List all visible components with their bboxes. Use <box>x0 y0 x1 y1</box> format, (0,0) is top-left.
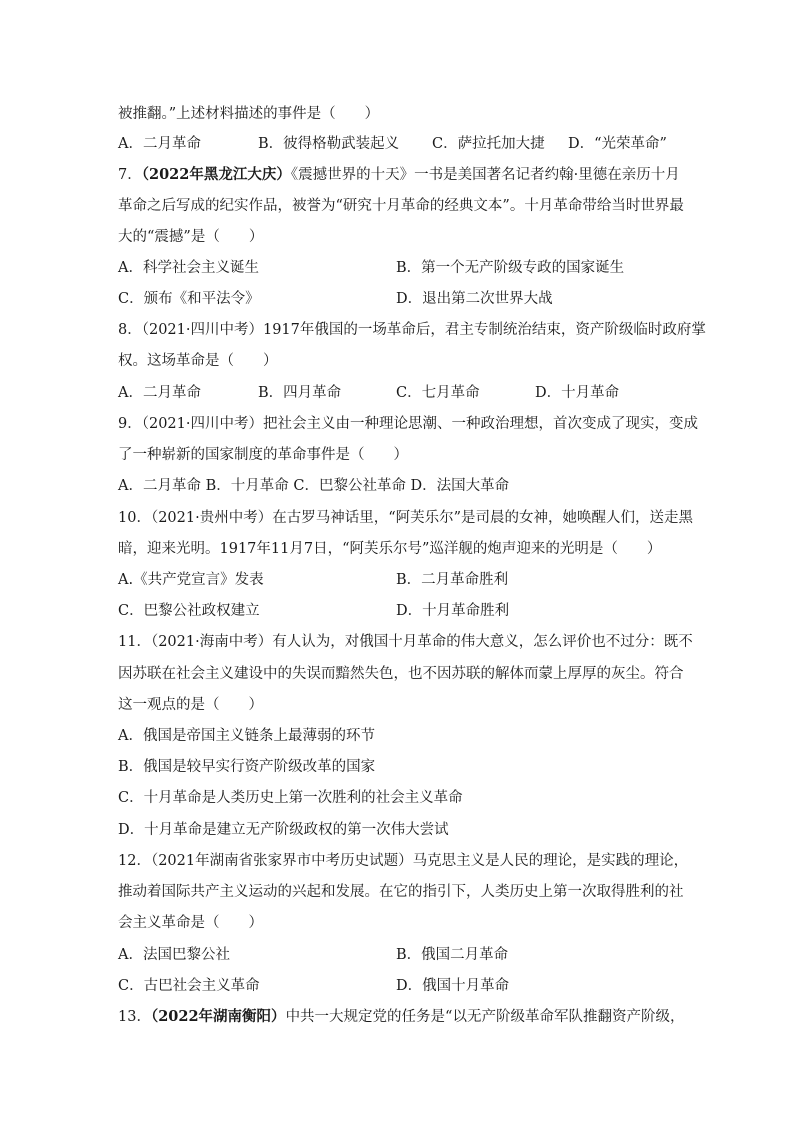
q7-text: 《震撼世界的十天》一书是美国著名记者约翰·里德在亲历十月 <box>290 167 680 183</box>
q7-stem-line2: 革命之后写成的纪实作品，被誉为“研究十月革命的经典文本”。十月革命带给当时世界最 <box>118 198 684 214</box>
q8-option-a[interactable]: A．二月革命 <box>118 385 201 401</box>
q11-stem-line1: 11．（2021·海南中考）有人认为，对俄国十月革命的伟大意义，怎么评价也不过分：既不 <box>118 634 693 650</box>
q11-option-d[interactable]: D．十月革命是建立无产阶级政权的第一次伟大尝试 <box>118 822 449 838</box>
q12-stem-line2: 推动着国际共产主义运动的兴起和发展。在它的指引下，人类历史上第一次取得胜利的社 <box>118 884 684 900</box>
q10-option-c[interactable]: C．巴黎公社政权建立 <box>118 603 260 619</box>
q8-stem-line2: 权。这场革命是（ ） <box>118 353 278 369</box>
q6-option-c[interactable]: C．萨拉托加大捷 <box>432 136 545 152</box>
q13-number: 13． <box>118 1009 151 1025</box>
q11-option-c[interactable]: C．十月革命是人类历史上第一次胜利的社会主义革命 <box>118 790 463 806</box>
q7-option-c[interactable]: C．颁布《和平法令》 <box>118 291 260 307</box>
q9-stem-line2: 了一种崭新的国家制度的革命事件是（ ） <box>118 447 408 463</box>
q8-option-d[interactable]: D．十月革命 <box>535 385 620 401</box>
q11-option-b[interactable]: B．俄国是较早实行资产阶级改革的国家 <box>118 759 376 775</box>
q10-option-d[interactable]: D．十月革命胜利 <box>396 603 510 619</box>
q13-stem-line1 <box>118 1007 684 1027</box>
q7-stem-line3: 大的“震撼”是（ ） <box>118 229 264 245</box>
q12-option-c[interactable]: C．古巴社会主义革命 <box>118 978 260 994</box>
q7-source: （2022年黑龙江大庆） <box>141 166 291 183</box>
q10-option-b[interactable]: B．二月革命胜利 <box>396 572 509 588</box>
q6-stem-tail: 被推翻。”上述材料描述的事件是（ ） <box>118 106 380 122</box>
q7-number: 7． <box>118 167 142 183</box>
q8-stem-line1: 8．（2021·四川中考）1917年俄国的一场革命后，君主专制统治结束，资产阶级临时政府掌 <box>118 322 706 338</box>
q10-option-a[interactable]: A.《共产党宣言》发表 <box>118 572 264 588</box>
q12-stem-line3: 会主义革命是（ ） <box>118 915 263 931</box>
q11-stem-line3: 这一观点的是（ ） <box>118 697 263 713</box>
q9-options[interactable]: A．二月革命 B．十月革命 C．巴黎公社革命 D．法国大革命 <box>118 478 510 494</box>
q12-option-a[interactable]: A．法国巴黎公社 <box>118 947 230 963</box>
q6-option-d[interactable]: D．“光荣革命” <box>568 136 667 152</box>
q7-option-b[interactable]: B．第一个无产阶级专政的国家诞生 <box>396 260 625 276</box>
q7-option-a[interactable]: A．科学社会主义诞生 <box>118 260 259 276</box>
q9-stem-line1: 9．（2021·四川中考）把社会主义由一种理论思潮、一种政治理想，首次变成了现实，变成 <box>118 416 698 432</box>
q12-option-d[interactable]: D．俄国十月革命 <box>396 978 510 994</box>
q8-option-c[interactable]: C．七月革命 <box>396 385 480 401</box>
q13-text: 中共一大规定党的任务是“以无产阶级革命军队推翻资产阶级， <box>285 1009 685 1025</box>
q6-option-b[interactable]: B．彼得格勒武装起义 <box>258 136 400 152</box>
q11-stem-line2: 因苏联在社会主义建设中的失误而黯然失色，也不因苏联的解体而蒙上厚厚的灰尘。符合 <box>118 666 684 682</box>
q6-option-a[interactable]: A．二月革命 <box>118 136 201 152</box>
q12-option-b[interactable]: B．俄国二月革命 <box>396 947 509 963</box>
q8-option-b[interactable]: B．四月革命 <box>258 385 342 401</box>
q13-source: （2022年湖南衡阳） <box>150 1008 286 1025</box>
q7-option-d[interactable]: D．退出第二次世界大战 <box>396 291 553 307</box>
q12-stem-line1: 12．（2021年湖南省张家界市中考历史试题）马克思主义是人民的理论，是实践的理论， <box>118 853 689 869</box>
q10-stem-line2: 暗，迎来光明。1917年11月7日，“阿芙乐尔号”巡洋舰的炮声迎来的光明是（ ） <box>118 541 662 557</box>
q11-option-a[interactable]: A．俄国是帝国主义链条上最薄弱的环节 <box>118 728 375 744</box>
q7-stem-line1 <box>118 165 680 185</box>
q10-stem-line1: 10．（2021·贵州中考）在古罗马神话里，“阿芙乐尔”是司晨的女神，她唤醒人们，送走黑 <box>118 510 694 526</box>
